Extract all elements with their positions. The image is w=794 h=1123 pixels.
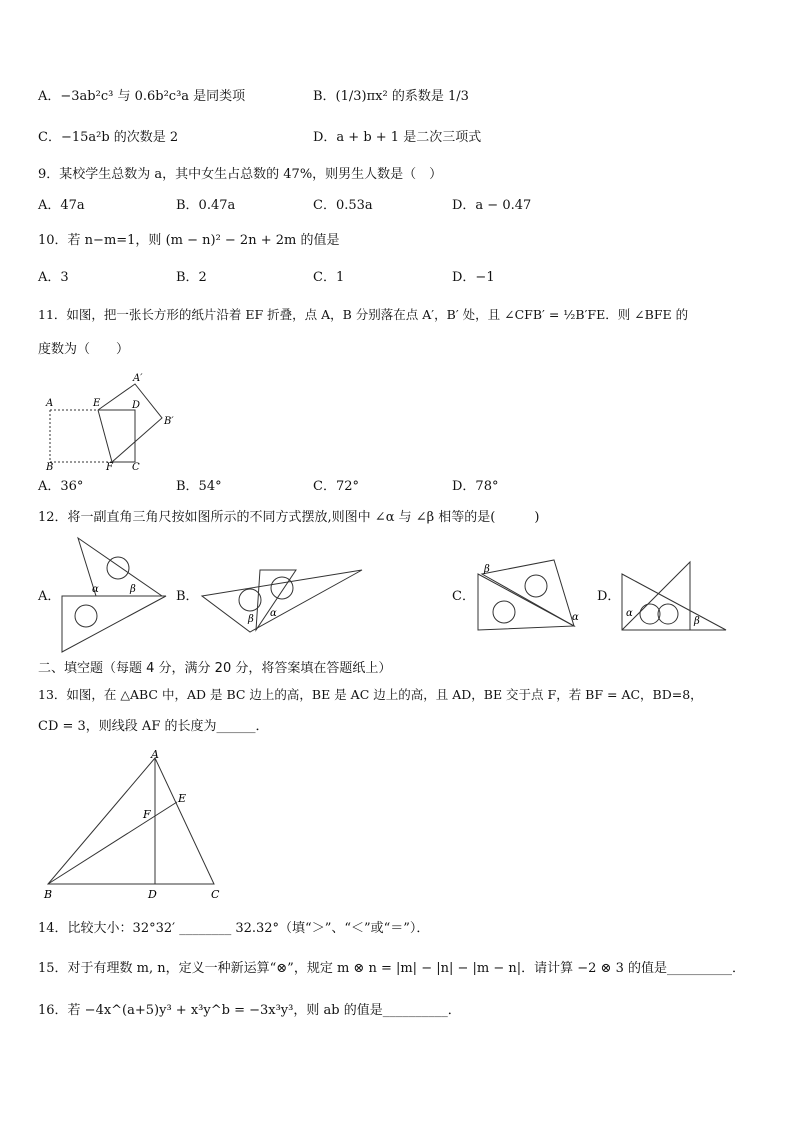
- q9-stem: 9．某校学生总数为 a，其中女生占总数的 47%，则男生人数是（ ）: [38, 167, 443, 182]
- q11-option-b: B．54°: [176, 479, 222, 494]
- q13-label-f: F: [143, 808, 151, 821]
- q12-figure-d: [618, 560, 730, 634]
- section-2-heading: 二、填空题（每题 4 分，满分 20 分，将答案填在答题纸上）: [38, 661, 392, 676]
- q14-stem: 14．比较大小：32°32′ ________ 32.32°（填“＞”、“＜”或“＝”）．: [38, 921, 430, 936]
- q11-option-d: D．78°: [452, 479, 499, 494]
- q9-option-d: D．a − 0.47: [452, 198, 532, 213]
- q13-figure: [40, 748, 230, 900]
- q16-stem: 16．若 −4x^(a+5)y³ + x³y^b = −3x³y³，则 ab 的值是__________．: [38, 1003, 461, 1018]
- q13-label-b: B: [44, 888, 53, 900]
- q11-stem-line2: 度数为（ ）: [38, 342, 130, 357]
- svg-text:β: β: [694, 616, 700, 627]
- svg-text:α: α: [572, 612, 579, 623]
- q11-label-c: C: [132, 462, 140, 470]
- q9-option-c: C．0.53a: [313, 198, 373, 213]
- q9-option-b: B．0.47a: [176, 198, 236, 213]
- q13-label-d: D: [148, 888, 157, 900]
- q12-figure-c: [474, 556, 586, 634]
- svg-text:β: β: [130, 584, 136, 595]
- q11-label-f: F: [106, 462, 113, 470]
- q8-option-c: C．−15a²b 的次数是 2: [38, 130, 179, 145]
- q11-label-b-prime: B′: [164, 416, 174, 427]
- q12-option-a-label: A．: [38, 589, 61, 604]
- q13-stem-line2: CD = 3，则线段 AF 的长度为______．: [38, 719, 269, 734]
- q11-stem-line1: 11．如图，把一张长方形的纸片沿着 EF 折叠，点 A，B 分别落在点 A′，B′ 处，且 ∠CFB′ = ½B′FE．则 ∠BFE 的: [38, 307, 689, 322]
- q12-figure-b: [198, 564, 366, 634]
- svg-text:α: α: [626, 608, 633, 619]
- svg-text:α: α: [270, 608, 277, 619]
- q12-figure-a: [58, 534, 170, 656]
- svg-text:β: β: [248, 614, 254, 625]
- q8-option-b: B．(1/3)πx² 的系数是 1/3: [313, 89, 469, 104]
- q10-option-b: B．2: [176, 270, 207, 285]
- q11-label-d: D: [132, 400, 141, 411]
- q13-stem-line1: 13．如图，在 △ABC 中，AD 是 BC 边上的高，BE 是 AC 边上的高，且 AD，BE 交于点 F，若 BF = AC，BD=8，: [38, 687, 703, 702]
- q13-label-c: C: [211, 888, 220, 900]
- q11-label-b: B: [46, 462, 54, 470]
- q11-figure: [40, 370, 180, 470]
- q10-option-c: C．1: [313, 270, 345, 285]
- q13-label-a: A: [151, 748, 159, 761]
- q10-option-d: D．−1: [452, 270, 495, 285]
- q10-option-a: A．3: [38, 270, 69, 285]
- q12-option-c-label: C．: [452, 589, 475, 604]
- q10-stem: 10．若 n−m=1，则 (m − n)² − 2n + 2m 的值是: [38, 233, 340, 248]
- q11-label-e: E: [93, 398, 101, 409]
- q12-option-b-label: B．: [176, 589, 199, 604]
- q11-label-a: A: [46, 398, 54, 409]
- q11-label-a-prime: A′: [133, 373, 143, 384]
- svg-text:β: β: [484, 564, 490, 575]
- q15-stem: 15．对于有理数 m, n，定义一种新运算“⊗”，规定 m ⊗ n = |m| − |n| − |m − n|．请计算 −2 ⊗ 3 的值是__________．: [38, 961, 745, 976]
- q12-stem: 12．将一副直角三角尺按如图所示的不同方式摆放,则图中 ∠α 与 ∠β 相等的是( ): [38, 510, 540, 525]
- q8-option-a: A．−3ab²c³ 与 0.6b²c³a 是同类项: [38, 89, 246, 104]
- q11-option-c: C．72°: [313, 479, 359, 494]
- q12-option-d-label: D．: [597, 589, 621, 604]
- svg-text:α: α: [92, 584, 99, 595]
- q13-label-e: E: [178, 792, 187, 805]
- q11-option-a: A．36°: [38, 479, 84, 494]
- q8-option-d: D．a + b + 1 是二次三项式: [313, 130, 482, 145]
- q9-option-a: A．47a: [38, 198, 85, 213]
